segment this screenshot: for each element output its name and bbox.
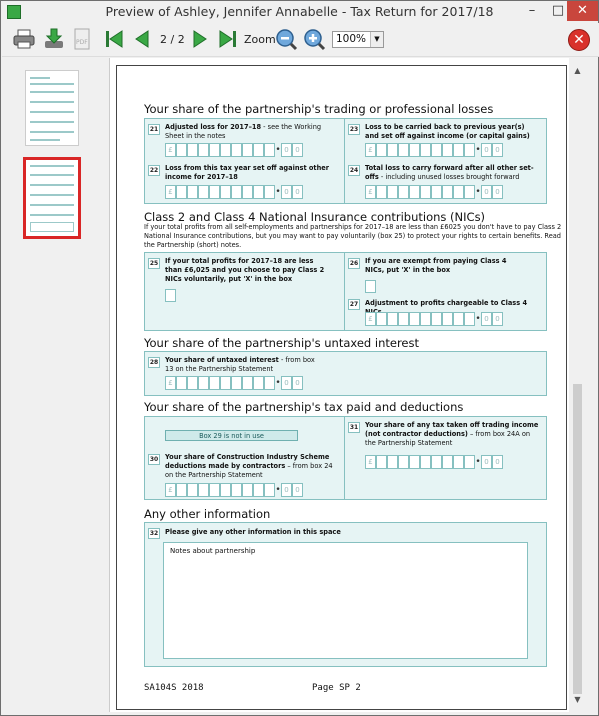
box-22-amount[interactable] (165, 185, 303, 199)
digit-cell (420, 312, 431, 326)
scroll-up-icon[interactable]: ▲ (574, 66, 581, 75)
minimize-button[interactable]: – (528, 3, 536, 18)
digit-cell (176, 483, 187, 497)
pence-cell: 0 (292, 143, 303, 157)
digit-cell (442, 455, 453, 469)
box-number: 30 (149, 456, 159, 463)
box-26-label: If you are exempt from paying Class 4 NICs, put 'X' in the box (365, 257, 507, 274)
digit-cell (176, 143, 187, 157)
next-page-button[interactable] (188, 27, 212, 51)
digit-cell (209, 185, 220, 199)
digit-cell (420, 455, 431, 469)
section-heading-other: Any other information (144, 507, 271, 521)
decimal-point: • (475, 187, 481, 197)
digit-cell (387, 455, 398, 469)
zoom-out-button[interactable] (274, 27, 298, 51)
pence-cell: 0 (292, 185, 303, 199)
window-title: Preview of Ashley, Jennifer Annabelle - Tax Return for 2017/18 (105, 4, 494, 19)
digit-cell (264, 483, 275, 497)
digit-cell (231, 185, 242, 199)
box-21-label: Adjusted loss for 2017–18 - see the Working Sheet in the notes (165, 123, 322, 140)
prev-page-button[interactable] (130, 27, 154, 51)
form-id: SA104S 2018 (144, 683, 204, 693)
currency-symbol: £ (365, 143, 376, 157)
box-30-amount[interactable] (165, 483, 303, 497)
box-30-label: Your share of Construction Industry Scheme deductions made by contractors – from box 24 on the Partnership Statement (165, 453, 333, 479)
pence-cell: 0 (481, 143, 492, 157)
pence-cell: 0 (481, 455, 492, 469)
section-heading-taxpaid: Your share of the partnership's tax paid and deductions (144, 400, 464, 414)
digit-cell (187, 483, 198, 497)
box-number: 26 (349, 260, 359, 267)
box-number: 31 (349, 424, 359, 431)
zoom-in-icon (302, 27, 326, 51)
box-number: 22 (149, 167, 159, 174)
digit-cell (220, 483, 231, 497)
digit-cell (198, 143, 209, 157)
digit-cell (187, 143, 198, 157)
digit-cell (453, 185, 464, 199)
digit-cell (231, 376, 242, 390)
digit-cell (442, 143, 453, 157)
last-page-button[interactable] (216, 27, 240, 51)
box-number: 21 (149, 126, 159, 133)
section-heading-nic: Class 2 and Class 4 National Insurance contributions (NICs) (144, 210, 486, 224)
digit-cell (209, 143, 220, 157)
pence-cell: 0 (481, 312, 492, 326)
digit-cell (209, 483, 220, 497)
pence-cell: 0 (292, 376, 303, 390)
box-24-label: Total loss to carry forward after all other set-offs - including unused losses brought forward (365, 164, 534, 181)
close-preview-button[interactable] (568, 29, 590, 51)
box-32-label: Please give any other information in this space (165, 528, 341, 536)
page-number: Page SP 2 (312, 683, 361, 693)
digit-cell (398, 185, 409, 199)
digit-cell (242, 483, 253, 497)
digit-cell (253, 376, 264, 390)
zoom-value: 100% (336, 33, 367, 45)
digit-cell (431, 143, 442, 157)
box-23-amount[interactable] (365, 143, 503, 157)
save-button[interactable] (42, 27, 66, 51)
box-29-note: Box 29 is not in use (165, 430, 298, 441)
maximize-button[interactable]: □ (551, 3, 565, 18)
page-thumbnail-1[interactable] (25, 70, 79, 146)
zoom-out-icon (274, 27, 298, 51)
digit-cell (387, 185, 398, 199)
box-28-amount[interactable] (165, 376, 303, 390)
scrollbar-thumb[interactable] (573, 384, 582, 694)
box-25-label: If your total profits for 2017–18 are less than £6,025 and you choose to pay Class 2 NICs voluntarily, put 'X' in the box (165, 257, 325, 283)
title-bar (1, 1, 598, 23)
digit-cell (442, 312, 453, 326)
section-heading-losses: Your share of the partnership's trading or professional losses (144, 102, 494, 116)
window-close-button[interactable]: ✕ (567, 1, 598, 21)
digit-cell (431, 455, 442, 469)
box-25-checkbox[interactable] (165, 289, 176, 302)
decimal-point: • (475, 145, 481, 155)
box-27-label: Adjustment to profits chargeable to Class 4 (365, 299, 528, 307)
zoom-label: Zoom (244, 33, 276, 46)
currency-symbol: £ (165, 483, 176, 497)
digit-cell (198, 483, 209, 497)
box-number: 23 (349, 126, 359, 133)
digit-cell (409, 312, 420, 326)
box-number: 25 (149, 260, 159, 267)
digit-cell (376, 143, 387, 157)
currency-symbol: £ (165, 143, 176, 157)
currency-symbol: £ (165, 376, 176, 390)
digit-cell (220, 143, 231, 157)
box-21-amount[interactable] (165, 143, 303, 157)
scroll-down-icon[interactable]: ▼ (574, 695, 581, 704)
digit-cell (198, 376, 209, 390)
digit-cell (464, 455, 475, 469)
digit-cell (242, 185, 253, 199)
currency-symbol: £ (365, 312, 376, 326)
digit-cell (231, 483, 242, 497)
divider (344, 416, 345, 500)
chevron-down-icon: ▼ (370, 32, 383, 47)
divider (344, 118, 345, 204)
divider (344, 252, 345, 331)
currency-symbol: £ (365, 455, 376, 469)
decimal-point: • (475, 314, 481, 324)
decimal-point: • (275, 378, 281, 388)
digit-cell (209, 376, 220, 390)
digit-cell (387, 143, 398, 157)
thumbnail-sidebar (2, 58, 108, 712)
digit-cell (376, 455, 387, 469)
digit-cell (420, 185, 431, 199)
document-page (116, 65, 567, 710)
box-26-checkbox[interactable] (365, 280, 376, 293)
digit-cell (264, 376, 275, 390)
digit-cell (453, 312, 464, 326)
print-icon (12, 27, 36, 51)
pdf-icon (70, 27, 94, 51)
box-28-label: Your share of untaxed interest - from box 13 on the Partnership Statement (165, 356, 315, 373)
pence-cell: 0 (281, 376, 292, 390)
next-page-icon (188, 27, 212, 51)
zoom-select[interactable] (332, 31, 384, 48)
decimal-point: • (275, 485, 281, 495)
pence-cell: 0 (492, 185, 503, 199)
digit-cell (453, 455, 464, 469)
box-31-label: Your share of any tax taken off trading income (not contractor deductions) – from box 24A on the Partnership Statement (365, 421, 539, 447)
box-number: 28 (149, 359, 159, 366)
decimal-point: • (275, 187, 281, 197)
digit-cell (453, 143, 464, 157)
box-27-amount[interactable] (365, 312, 503, 326)
box-23-label: Loss to be carried back to previous year(s) and set off against income (or capital gains) (365, 123, 530, 140)
box-number: 32 (149, 530, 159, 537)
digit-cell (253, 185, 264, 199)
digit-cell (398, 143, 409, 157)
zoom-in-button[interactable] (302, 27, 326, 51)
pence-cell: 0 (492, 312, 503, 326)
export-pdf-button[interactable] (70, 27, 94, 51)
decimal-point: • (275, 145, 281, 155)
decimal-point: • (475, 457, 481, 467)
first-page-button[interactable] (102, 27, 126, 51)
digit-cell (176, 376, 187, 390)
digit-cell (187, 185, 198, 199)
digit-cell (420, 143, 431, 157)
page-indicator: 2 / 2 (160, 33, 185, 46)
digit-cell (431, 185, 442, 199)
pence-cell: 0 (492, 455, 503, 469)
pence-cell: 0 (281, 143, 292, 157)
toolbar (2, 23, 599, 57)
section-heading-interest: Your share of the partnership's untaxed interest (144, 336, 420, 350)
print-button[interactable] (12, 27, 36, 51)
digit-cell (409, 185, 420, 199)
last-page-icon (216, 27, 240, 51)
prev-page-icon (130, 27, 154, 51)
page-thumbnail-2[interactable] (23, 157, 81, 239)
vertical-scrollbar[interactable] (569, 58, 586, 708)
first-page-icon (102, 27, 126, 51)
digit-cell (398, 312, 409, 326)
digit-cell (264, 143, 275, 157)
digit-cell (409, 455, 420, 469)
digit-cell (220, 376, 231, 390)
digit-cell (464, 312, 475, 326)
pence-cell: 0 (292, 483, 303, 497)
digit-cell (387, 312, 398, 326)
digit-cell (176, 185, 187, 199)
digit-cell (242, 376, 253, 390)
box-24-amount[interactable] (365, 185, 503, 199)
download-icon (42, 27, 66, 51)
digit-cell (398, 455, 409, 469)
currency-symbol: £ (165, 185, 176, 199)
box-number: 24 (349, 167, 359, 174)
box-number: 27 (349, 301, 359, 308)
digit-cell (264, 185, 275, 199)
digit-cell (242, 143, 253, 157)
pence-cell: 0 (281, 185, 292, 199)
pence-cell: 0 (481, 185, 492, 199)
digit-cell (376, 312, 387, 326)
close-icon: ✕ (573, 32, 585, 48)
digit-cell (442, 185, 453, 199)
digit-cell (187, 376, 198, 390)
digit-cell (220, 185, 231, 199)
svg-text:PDF: PDF (76, 39, 88, 46)
pence-cell: 0 (281, 483, 292, 497)
digit-cell (409, 143, 420, 157)
digit-cell (376, 185, 387, 199)
digit-cell (431, 312, 442, 326)
box-22-label: Loss from this tax year set off against other income for 2017–18 (165, 164, 329, 181)
digit-cell (253, 143, 264, 157)
currency-symbol: £ (365, 185, 376, 199)
digit-cell (198, 185, 209, 199)
box-31-amount[interactable] (365, 455, 503, 469)
digit-cell (231, 143, 242, 157)
digit-cell (464, 143, 475, 157)
box-32-textarea[interactable]: Notes about partnership (163, 542, 528, 659)
digit-cell (464, 185, 475, 199)
pence-cell: 0 (492, 143, 503, 157)
digit-cell (253, 483, 264, 497)
nic-intro-text: If your total profits from all self-employments and partnerships for 2017–18 are less than £6025 you don't have to pay Class 2 National Insurance contributions, but you may want to pay voluntarily (box 25) to protect your rights to certain benefits. Read the Partnership (short) notes. (144, 223, 562, 249)
